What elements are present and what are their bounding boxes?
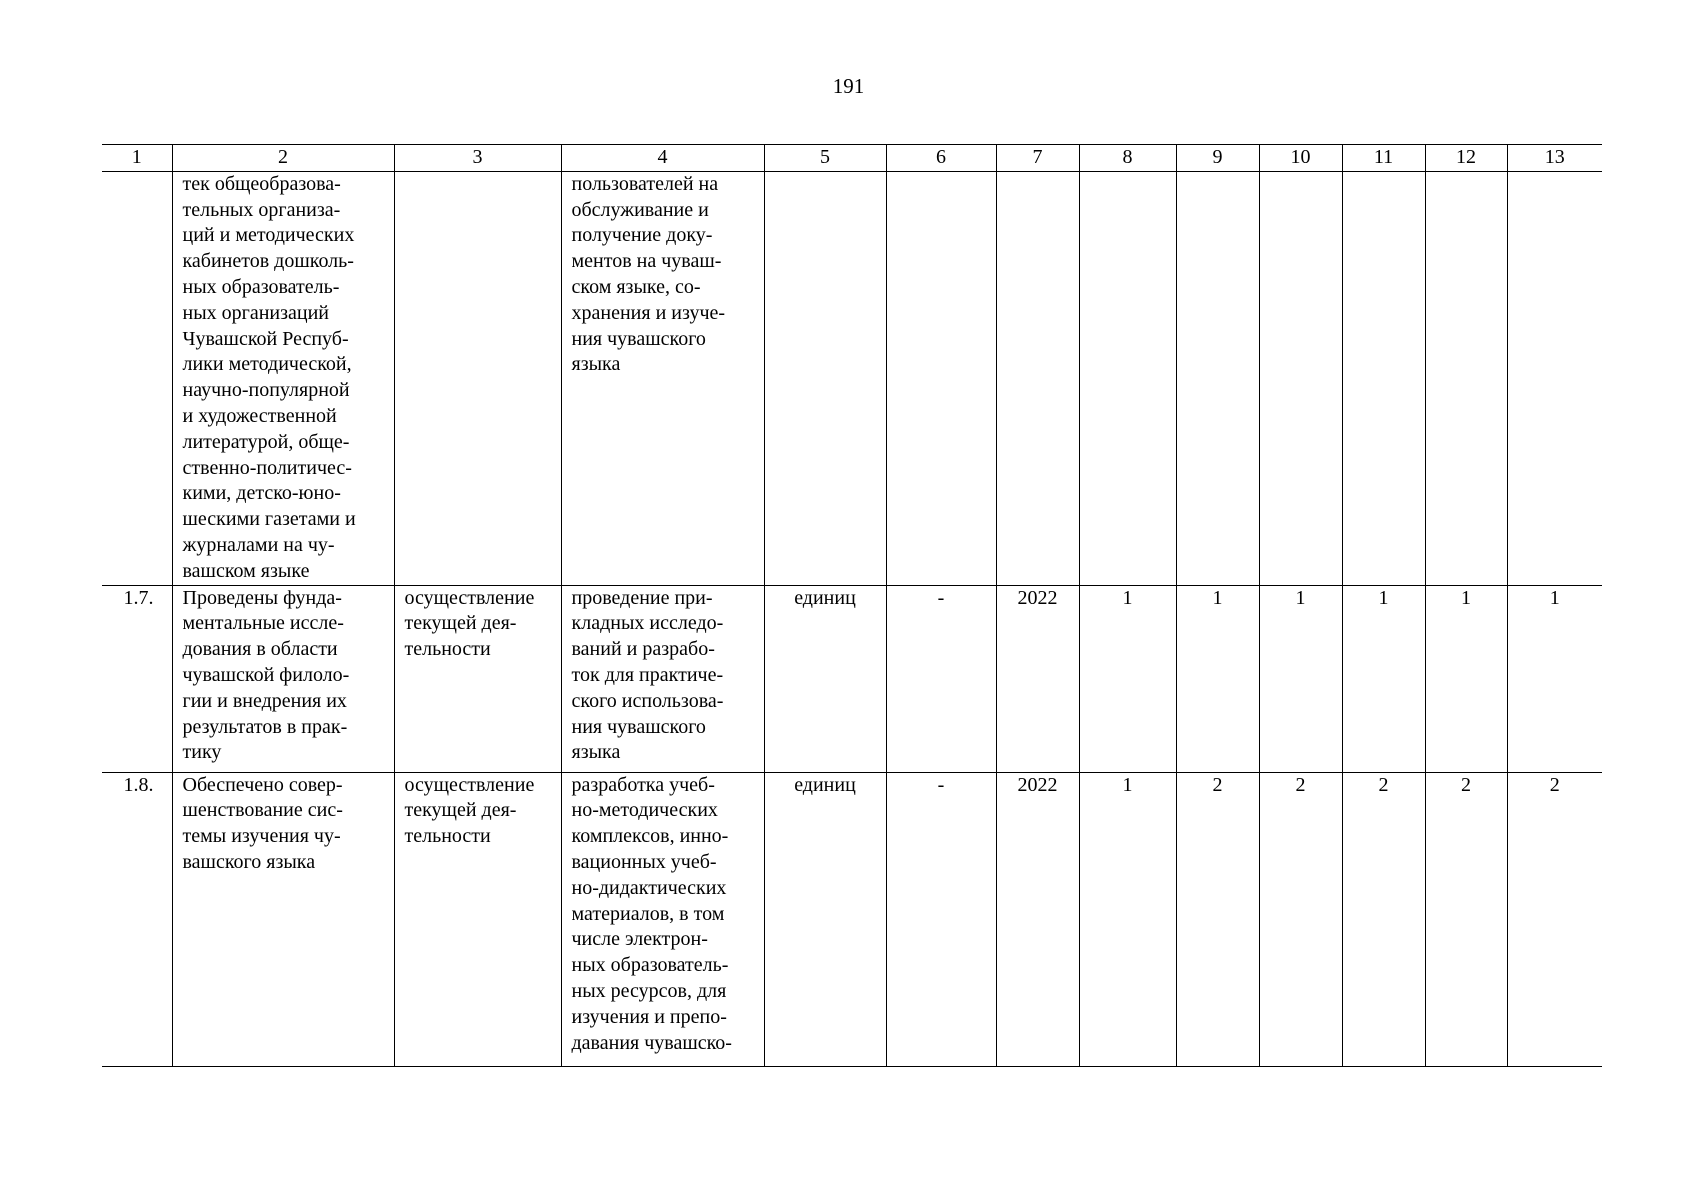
cell-line: ния чувашского	[571, 715, 706, 738]
header-cell: 13	[1507, 145, 1602, 172]
source-cell	[394, 171, 561, 585]
row-number-cell: 1.8.	[102, 772, 172, 1066]
cell-line: Обеспечено совер-	[182, 773, 343, 796]
cell-line: тику	[182, 741, 222, 764]
unit-cell: единиц	[764, 585, 886, 772]
cell-line: тельности	[404, 825, 491, 848]
cell-line: числе электрон-	[571, 928, 708, 951]
header-row	[102, 145, 1602, 172]
base-year-cell	[996, 171, 1079, 585]
cell-line: вационных учеб-	[571, 850, 717, 873]
year-value-cell	[1259, 171, 1342, 585]
result-cell	[172, 585, 394, 772]
cell-line: кими, детско-юно-	[182, 482, 341, 505]
table-body	[102, 171, 1602, 1066]
source-cell	[394, 585, 561, 772]
year-value-cell	[1507, 171, 1602, 585]
cell-line: тельных организа-	[182, 198, 341, 221]
cell-line: ственно-политичес-	[182, 456, 352, 479]
header-cell: 4	[561, 145, 764, 172]
cell-line: вашском языке	[182, 559, 310, 582]
cell-line: ментов на чуваш-	[571, 250, 722, 273]
cell-line: дования в области	[182, 638, 338, 661]
year-value-cell	[1176, 171, 1259, 585]
cell-line: Чувашской Респуб-	[182, 327, 349, 350]
year-value-cell: 1	[1259, 585, 1342, 772]
cell-line: научно-популярной	[182, 379, 350, 402]
cell-line: кабинетов дошколь-	[182, 250, 354, 273]
cell-line: осуществление	[404, 586, 535, 609]
cell-line: ского использова-	[571, 689, 724, 712]
year-value-cell: 1	[1425, 585, 1507, 772]
cell-line: ных ресурсов, для	[571, 979, 727, 1002]
header-cell: 6	[886, 145, 996, 172]
cell-line: ваний и разрабо-	[571, 638, 715, 661]
indicator-cell	[561, 585, 764, 772]
year-value-cell: 1	[1342, 585, 1425, 772]
year-value-cell: 2	[1507, 772, 1602, 1066]
cell-line: лики методической,	[182, 353, 352, 376]
cell-line: давания чувашско-	[571, 1031, 732, 1054]
unit-cell: единиц	[764, 772, 886, 1066]
cell-line: пользователей на	[571, 172, 719, 195]
row-number-cell: 1.7.	[102, 585, 172, 772]
cell-line: обслуживание и	[571, 198, 709, 221]
year-value-cell: 2	[1425, 772, 1507, 1066]
year-value-cell: 2	[1259, 772, 1342, 1066]
year-value-cell: 2	[1342, 772, 1425, 1066]
cell-line: текущей дея-	[404, 799, 517, 822]
cell-line: ций и методических	[182, 224, 355, 247]
header-cell: 1	[102, 145, 172, 172]
year-value-cell	[1425, 171, 1507, 585]
cell-line: ток для практиче-	[571, 663, 724, 686]
cell-line: кладных исследо-	[571, 612, 724, 635]
cell-line: хранения и изуче-	[571, 301, 726, 324]
cell-line: ния чувашского	[571, 327, 706, 350]
row-number-cell	[102, 171, 172, 585]
base-year-cell: 2022	[996, 585, 1079, 772]
cell-line: получение доку-	[571, 224, 713, 247]
cell-line: результатов в прак-	[182, 715, 348, 738]
header-cell: 3	[394, 145, 561, 172]
base-value-cell	[886, 171, 996, 585]
cell-line: журналами на чу-	[182, 533, 335, 556]
unit-cell	[764, 171, 886, 585]
result-cell	[172, 171, 394, 585]
table-row-continued	[102, 171, 1602, 585]
cell-line: тек общеобразова-	[182, 172, 341, 195]
cell-line: осуществление	[404, 773, 535, 796]
base-year-cell: 2022	[996, 772, 1079, 1066]
cell-line: и художественной	[182, 404, 337, 427]
year-value-cell: 1	[1079, 585, 1176, 772]
cell-line: языка	[571, 741, 621, 764]
cell-line: шескими газетами и	[182, 508, 356, 531]
base-value-cell: -	[886, 585, 996, 772]
indicator-cell	[561, 171, 764, 585]
data-table	[102, 144, 1602, 1067]
cell-line: но-методических	[571, 799, 718, 822]
header-cell: 7	[996, 145, 1079, 172]
year-value-cell: 1	[1176, 585, 1259, 772]
year-value-cell	[1079, 171, 1176, 585]
cell-line: разработка учеб-	[571, 773, 715, 796]
cell-line: ных организаций	[182, 301, 330, 324]
cell-line: проведение при-	[571, 586, 713, 609]
header-cell: 10	[1259, 145, 1342, 172]
header-cell: 5	[764, 145, 886, 172]
cell-line: темы изучения чу-	[182, 825, 341, 848]
cell-line: языка	[571, 353, 621, 376]
page-number: 191	[832, 74, 865, 98]
cell-line: чувашской филоло-	[182, 663, 350, 686]
cell-line: ском языке, со-	[571, 275, 701, 298]
cell-line: шенствование сис-	[182, 799, 343, 822]
cell-line: ных образователь-	[571, 954, 729, 977]
source-cell	[394, 772, 561, 1066]
cell-line: изучения и препо-	[571, 1005, 727, 1028]
cell-line: литературой, обще-	[182, 430, 350, 453]
base-value-cell: -	[886, 772, 996, 1066]
cell-line: вашского языка	[182, 850, 316, 873]
header-cell: 9	[1176, 145, 1259, 172]
cell-line: материалов, в том	[571, 902, 725, 925]
indicator-cell	[561, 772, 764, 1066]
cell-line: ных образователь-	[182, 275, 340, 298]
cell-line: тельности	[404, 638, 491, 661]
result-cell	[172, 772, 394, 1066]
year-value-cell: 1	[1507, 585, 1602, 772]
header-cell: 2	[172, 145, 394, 172]
table-row-1-8	[102, 772, 1602, 1066]
year-value-cell: 2	[1176, 772, 1259, 1066]
header-cell: 12	[1425, 145, 1507, 172]
table-row-1-7	[102, 585, 1602, 772]
header-cell: 11	[1342, 145, 1425, 172]
cell-line: текущей дея-	[404, 612, 517, 635]
cell-line: но-дидактических	[571, 876, 727, 899]
cell-line: гии и внедрения их	[182, 689, 347, 712]
year-value-cell	[1342, 171, 1425, 585]
cell-line: Проведены фунда-	[182, 586, 342, 609]
header-cell: 8	[1079, 145, 1176, 172]
cell-line: комплексов, инно-	[571, 825, 729, 848]
year-value-cell: 1	[1079, 772, 1176, 1066]
cell-line: ментальные иссле-	[182, 612, 344, 635]
